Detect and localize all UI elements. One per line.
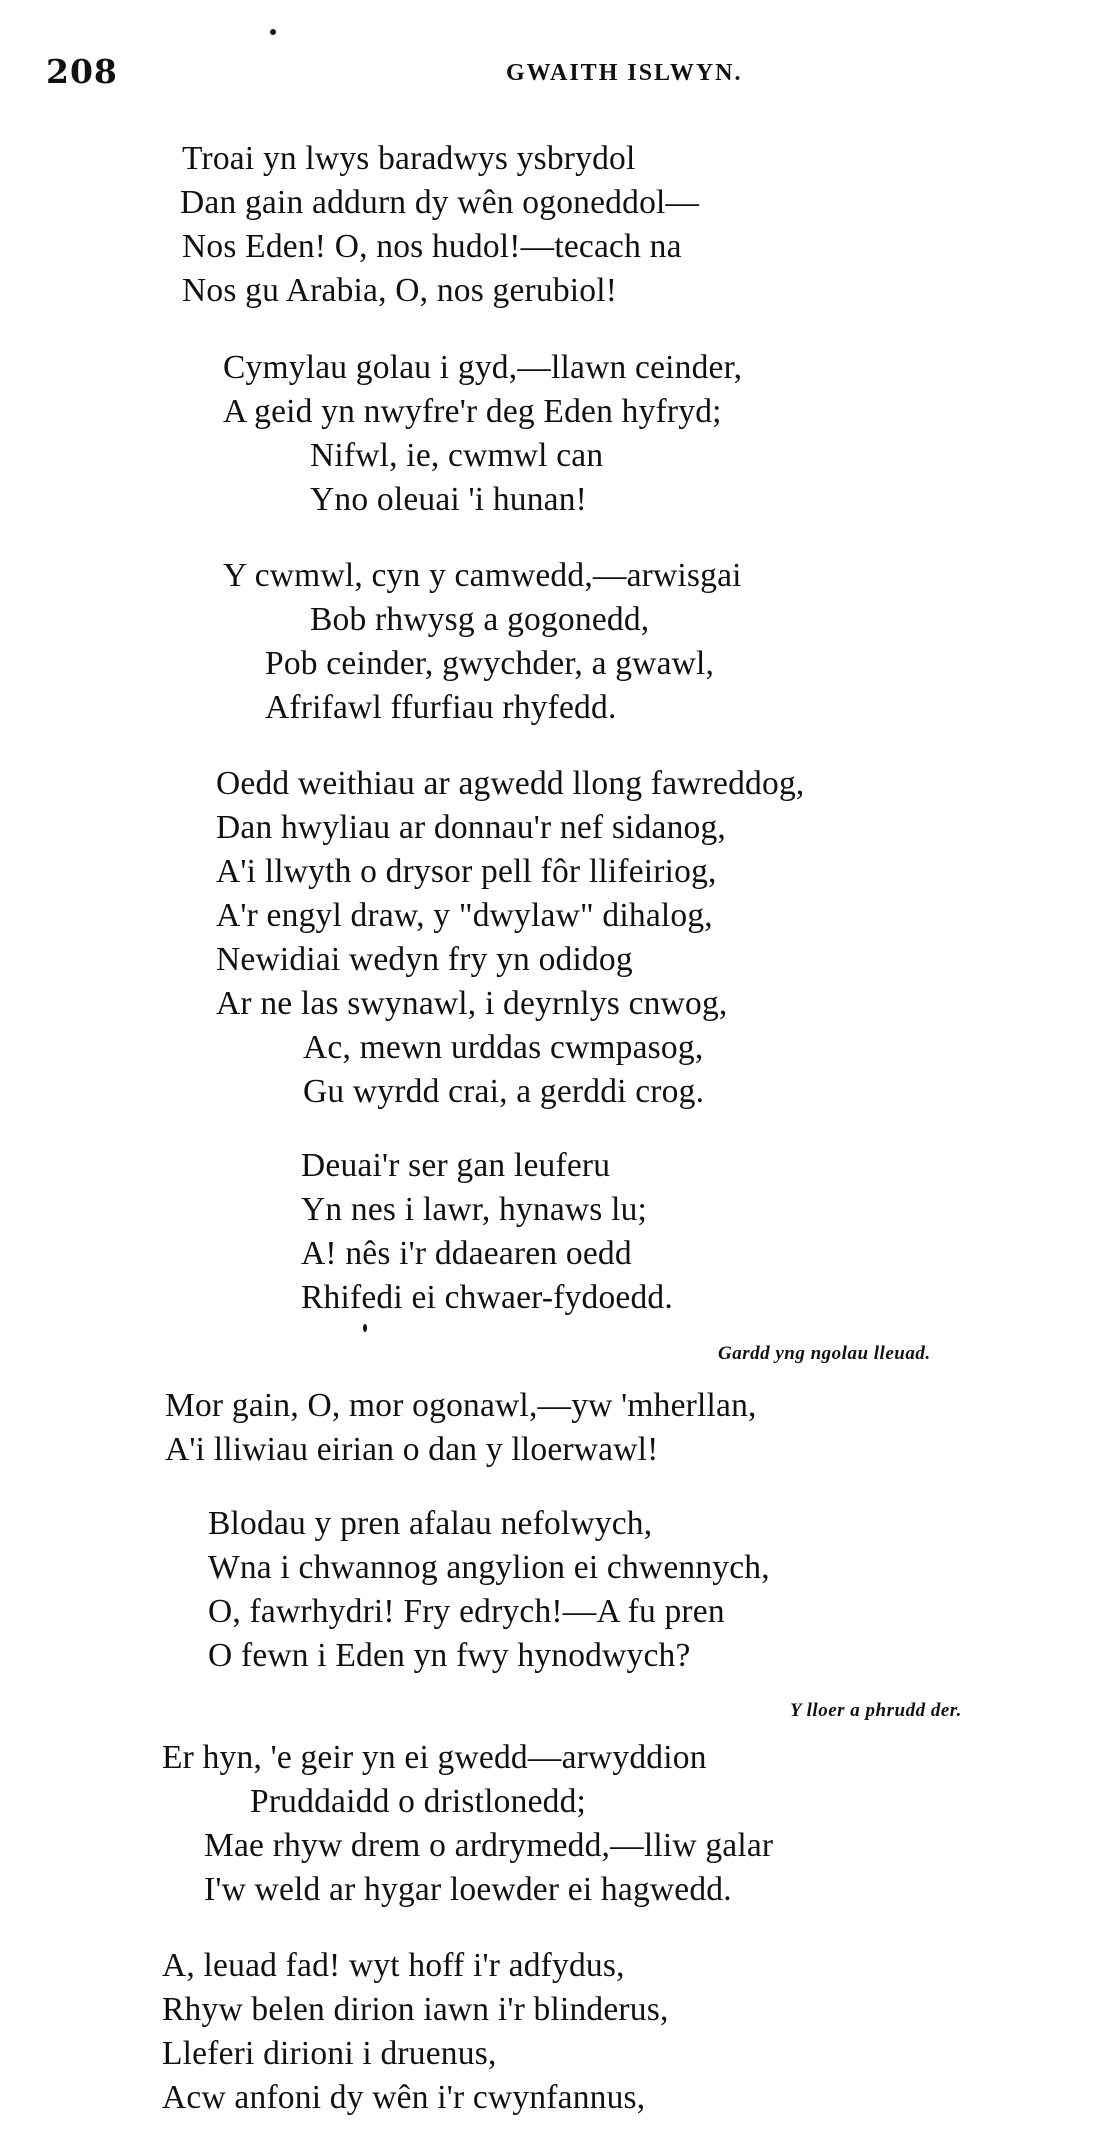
verse-line: Rhyw belen dirion iawn i'r blinderus, bbox=[162, 1991, 669, 2028]
verse-line: Lleferi dirioni i druenus, bbox=[162, 2035, 497, 2072]
page-number: 208 bbox=[46, 52, 118, 91]
margin-rubric: Gardd yng ngolau lleuad. bbox=[718, 1343, 931, 1364]
verse-line: Afrifawl ffurfiau rhyfedd. bbox=[265, 689, 617, 726]
verse-line: Pruddaidd o dristlonedd; bbox=[250, 1783, 587, 1820]
verse-line: Mor gain, O, mor ogonawl,—yw 'mherllan, bbox=[165, 1387, 757, 1424]
print-speck bbox=[270, 29, 276, 35]
verse-line: Yn nes i lawr, hynaws lu; bbox=[301, 1191, 648, 1228]
verse-line: A geid yn nwyfre'r deg Eden hyfryd; bbox=[223, 393, 722, 430]
verse-line: O fewn i Eden yn fwy hynodwych? bbox=[208, 1637, 691, 1674]
print-speck bbox=[363, 1324, 367, 1332]
verse-line: Yno oleuai 'i hunan! bbox=[310, 481, 588, 518]
verse-line: O, fawrhydri! Fry edrych!—A fu pren bbox=[208, 1593, 725, 1630]
verse-line: Gu wyrdd crai, a gerddi crog. bbox=[303, 1073, 705, 1110]
verse-line: Rhifedi ei chwaer-fydoedd. bbox=[301, 1279, 673, 1316]
verse-line: Nifwl, ie, cwmwl can bbox=[310, 437, 604, 474]
page-header bbox=[46, 52, 1056, 96]
verse-line: A'i lliwiau eirian o dan y lloerwawl! bbox=[165, 1431, 659, 1468]
verse-line: Acw anfoni dy wên i'r cwynfannus, bbox=[162, 2079, 646, 2116]
verse-line: Blodau y pren afalau nefolwych, bbox=[208, 1505, 653, 1542]
verse-line: A'i llwyth o drysor pell fôr llifeiriog, bbox=[216, 853, 717, 890]
verse-line: A! nês i'r ddaearen oedd bbox=[301, 1235, 632, 1272]
verse-line: Nos gu Arabia, O, nos gerubiol! bbox=[182, 272, 618, 309]
verse-line: Deuai'r ser gan leuferu bbox=[301, 1147, 611, 1184]
verse-line: Y cwmwl, cyn y camwedd,—arwisgai bbox=[223, 557, 742, 594]
verse-line: I'w weld ar hygar loewder ei hagwedd. bbox=[204, 1871, 732, 1908]
verse-line: Dan hwyliau ar donnau'r nef sidanog, bbox=[216, 809, 727, 846]
verse-line: Pob ceinder, gwychder, a gwawl, bbox=[265, 645, 715, 682]
verse-line: Bob rhwysg a gogonedd, bbox=[310, 601, 650, 638]
verse-line: Cymylau golau i gyd,—llawn ceinder, bbox=[223, 349, 743, 386]
verse-line: Troai yn lwys baradwys ysbrydol bbox=[182, 140, 636, 177]
running-head: GWAITH ISLWYN. bbox=[506, 60, 743, 86]
margin-rubric: Y lloer a phrudd der. bbox=[790, 1700, 962, 1721]
verse-line: A'r engyl draw, y "dwylaw" dihalog, bbox=[216, 897, 713, 934]
verse-line: Ar ne las swynawl, i deyrnlys cnwog, bbox=[216, 985, 728, 1022]
verse-line: Er hyn, 'e geir yn ei gwedd—arwyddion bbox=[162, 1739, 707, 1776]
verse-line: Oedd weithiau ar agwedd llong fawreddog, bbox=[216, 765, 805, 802]
verse-line: Ac, mewn urddas cwmpasog, bbox=[303, 1029, 704, 1066]
verse-line: Wna i chwannog angylion ei chwennych, bbox=[208, 1549, 770, 1586]
verse-line: A, leuad fad! wyt hoff i'r adfydus, bbox=[162, 1947, 625, 1984]
verse-line: Dan gain addurn dy wên ogoneddol— bbox=[180, 184, 700, 221]
verse-line: Nos Eden! O, nos hudol!—tecach na bbox=[182, 228, 682, 265]
verse-line: Newidiai wedyn fry yn odidog bbox=[216, 941, 633, 978]
verse-line: Mae rhyw drem o ardrymedd,—lliw galar bbox=[204, 1827, 774, 1864]
